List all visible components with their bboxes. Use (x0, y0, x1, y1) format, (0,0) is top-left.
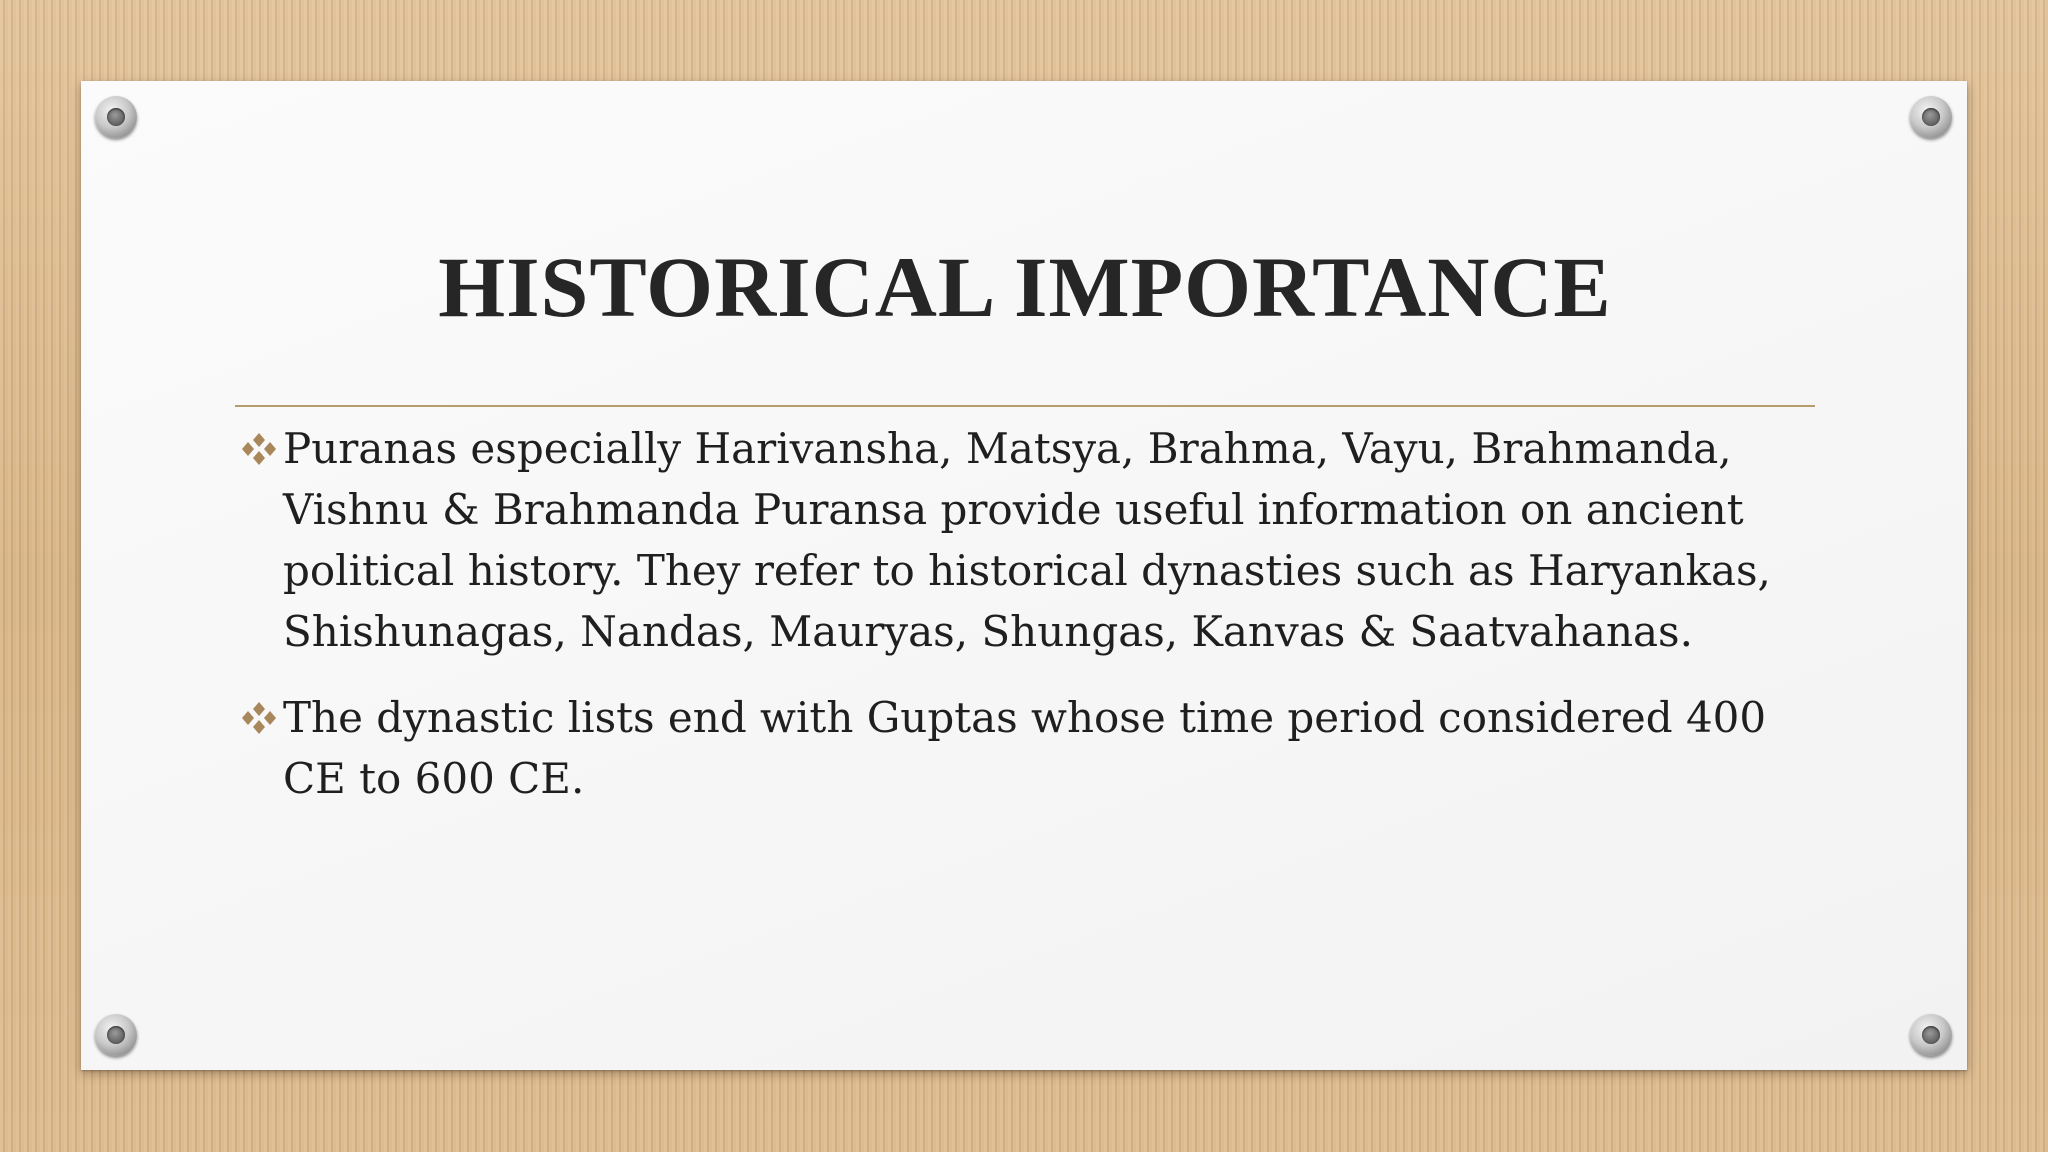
pushpin-icon (95, 1014, 137, 1056)
bullet-list (240, 418, 1815, 834)
pushpin-icon (95, 96, 137, 138)
pushpin-icon (1910, 96, 1952, 138)
title-divider (235, 405, 1815, 407)
bullet-item (240, 687, 1815, 809)
pushpin-icon (1910, 1014, 1952, 1056)
four-diamond-icon (240, 432, 278, 466)
bullet-text: Puranas especially Harivansha, Matsya, Brahma, Vayu, Brahmanda, Vishnu & Brahmanda Puransa provide useful information on ancient political history. They refer to historical dynasties such as Haryankas, Shishunagas, Nandas, Mauryas, Shungas, Kanvas & Saatvahanas. (283, 424, 1771, 656)
slide-title: HISTORICAL IMPORTANCE (438, 239, 1612, 335)
bullet-text: The dynastic lists end with Guptas whose time period considered 400 CE to 600 CE. (283, 693, 1767, 803)
four-diamond-icon (240, 701, 278, 735)
bullet-item (240, 418, 1815, 662)
